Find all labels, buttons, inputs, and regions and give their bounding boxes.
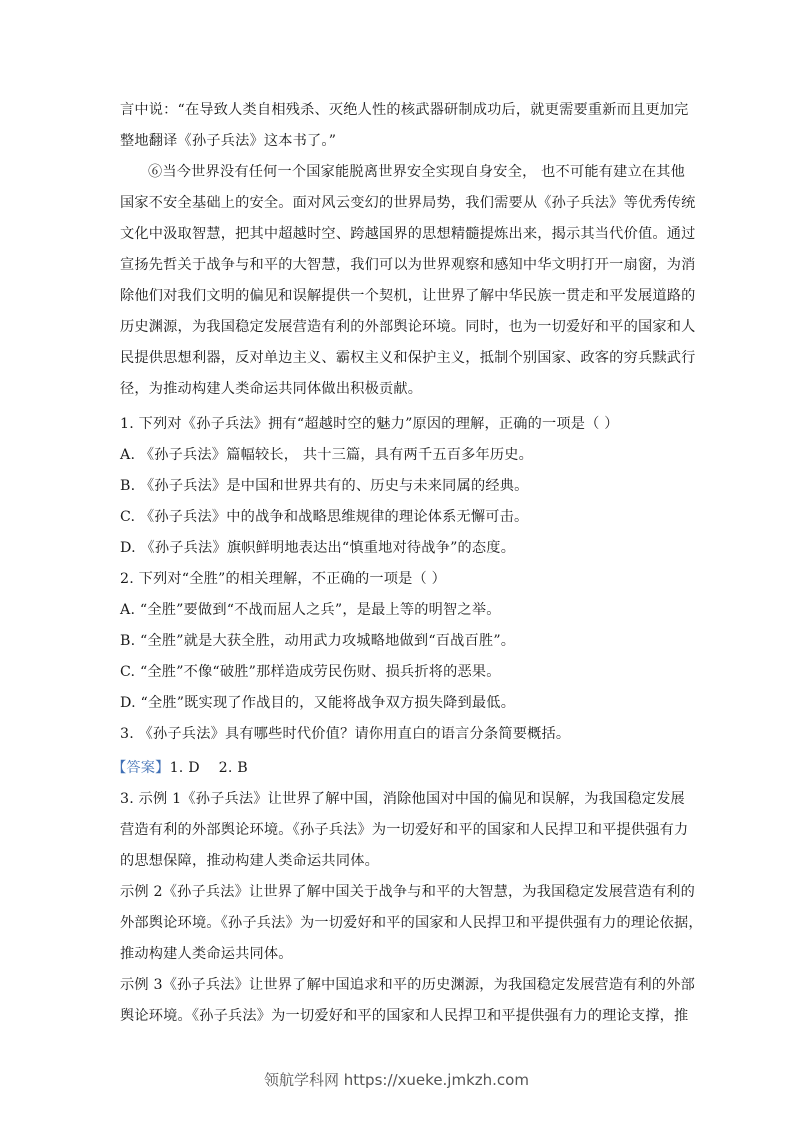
option-b: B. 《孙子兵法》是中国和世界共有的、历史与未来同属的经典。 [120, 478, 529, 494]
option-d: D. 《孙子兵法》旗帜鲜明地表达出“慎重地对待战争”的态度。 [120, 540, 516, 556]
option-d: D. “全胜”既实现了作战目的，又能将战争双方损失降到最低。 [120, 695, 516, 711]
passage-line: 整地翻译《孙子兵法》这本书了。” [120, 133, 337, 149]
answer-line: 3. 示例 1《孙子兵法》让世界了解中国，消除他国对中国的偏见和误解，为我国稳定发展 [120, 791, 685, 807]
answer-header [112, 758, 672, 778]
passage-line: 宣扬先哲关于战争与和平的大智慧，我们可以为世界观察和感知中华文明打开一扇窗，为消 [120, 257, 696, 273]
answer-line: 示例 2《孙子兵法》让世界了解中国关于战争与和平的大智慧，为我国稳定发展营造有利的 [120, 884, 696, 900]
option-c: C. 《孙子兵法》中的战争和战略思维规律的理论体系无懈可击。 [120, 509, 529, 525]
passage-line: 径，为推动构建人类命运共同体做出积极贡献。 [120, 381, 423, 397]
answer-line: 的思想保障，推动构建人类命运共同体。 [120, 853, 379, 869]
passage-line: 历史渊源，为我国稳定发展营造有利的外部舆论环境。同时，也为一切爱好和平的国家和人 [120, 319, 696, 335]
passage-line: 文化中汲取智慧，把其中超越时空、跨越国界的思想精髓提炼出来，揭示其当代价值。通过 [120, 226, 696, 242]
answer-line: 舆论环境。《孙子兵法》为一切爱好和平的国家和人民捍卫和平提供强有力的理论支撑，推 [120, 1008, 689, 1024]
question-stem: 2. 下列对“全胜”的相关理解，不正确的一项是（ ） [120, 571, 447, 587]
answer-label: 【答案】 [112, 760, 170, 776]
question-stem: 1. 下列对《孙子兵法》拥有“超越时空的魅力”原因的理解，正确的一项是（ ） [120, 416, 619, 432]
option-b: B. “全胜”就是大获全胜，动用武力攻城略地做到“百战百胜”。 [120, 633, 516, 649]
option-a: A. 《孙子兵法》篇幅较长， 共十三篇，具有两千五百多年历史。 [120, 447, 534, 463]
passage-line: 民提供思想利器，反对单边主义、霸权主义和保护主义，抵制个别国家、政客的穷兵黩武行 [120, 350, 696, 366]
answer-line: 营造有利的外部舆论环境。《孙子兵法》为一切爱好和平的国家和人民捍卫和平提供强有力 [120, 822, 689, 838]
footer-watermark: 领航学科网 https://xueke.jmkzh.com [264, 1071, 529, 1089]
answer-choices: 1. D 2. B [169, 760, 248, 776]
passage-line: 言中说：“在导致人类自相残杀、灭绝人性的核武器研制成功后，就更需要重新而且更加完 [120, 102, 689, 118]
option-a: A. “全胜”要做到“不战而屈人之兵”，是最上等的明智之举。 [120, 602, 501, 618]
passage-line: 除他们对我们文明的偏见和误解提供一个契机，让世界了解中华民族一贯走和平发展道路的 [120, 288, 696, 304]
answer-line: 外部舆论环境。《孙子兵法》为一切爱好和平的国家和人民捍卫和平提供强有力的理论依据， [120, 915, 703, 931]
question-stem: 3. 《孙子兵法》具有哪些时代价值？请你用直白的语言分条简要概括。 [120, 726, 571, 742]
answer-line: 示例 3《孙子兵法》让世界了解中国追求和平的历史渊源，为我国稳定发展营造有利的外部 [120, 977, 696, 993]
answer-line: 推动构建人类命运共同体。 [120, 946, 293, 962]
passage-line: 国家不安全基础上的安全。面对风云变幻的世界局势，我们需要从《孙子兵法》等优秀传统 [120, 195, 696, 211]
option-c: C. “全胜”不像“破胜”那样造成劳民伤财、损兵折将的恶果。 [120, 664, 501, 680]
passage-line: ⑥当今世界没有任何一个国家能脱离世界安全实现自身安全， 也不可能有建立在其他 [148, 164, 686, 180]
